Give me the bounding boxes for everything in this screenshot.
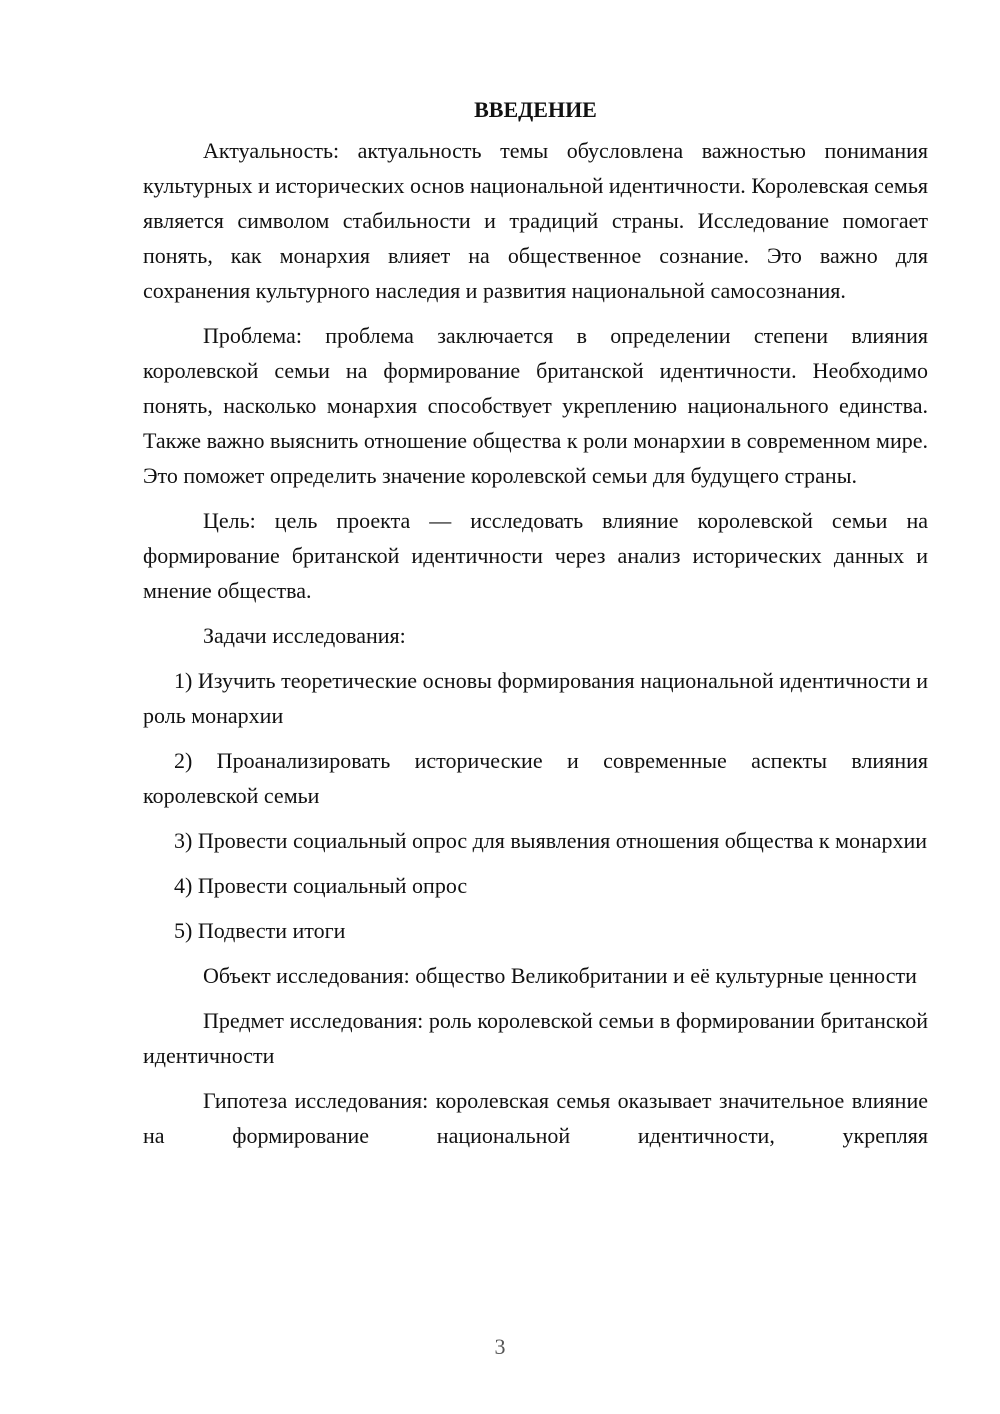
page-content [143,92,928,1163]
task-item: 4) Провести социальный опрос [174,873,468,898]
hypothesis-paragraph: Гипотеза исследования: королевская семья оказывает значительное влияние на формирование национальной идентичности, укрепляя [143,1088,928,1148]
task-item: 5) Подвести итоги [174,918,346,943]
subject-paragraph: Предмет исследования: роль королевской семьи в формировании британской идентичности [143,1008,928,1068]
relevance-paragraph: Актуальность: актуальность темы обусловлена важностью понимания культурных и исторических основ национальной идентичности. Королевская семья является символом стабильности и традиций страны. Исследование помогает понять, как монархия влияет на общественное сознание. Это важно для сохранения культурного наследия и развития национальной самосознания. [143,138,928,303]
goal-paragraph: Цель: цель проекта — исследовать влияние королевской семьи на формирование британской идентичности через анализ исторических данных и мнение общества. [143,508,928,603]
problem-paragraph: Проблема: проблема заключается в определении степени влияния королевской семьи на формирование британской идентичности. Необходимо понять, насколько монархия способствует укреплению национального единства. Также важно выяснить отношение общества к роли монархии в современном мире. Это поможет определить значение королевской семьи для будущего страны. [143,323,928,488]
task-item: 3) Провести социальный опрос для выявления отношения общества к монархии [174,828,928,853]
task-item: 2) Проанализировать исторические и современные аспекты влияния королевской семьи [143,748,928,808]
task-item: 1) Изучить теоретические основы формирования национальной идентичности и роль монархии [143,668,928,728]
tasks-heading: Задачи исследования: [203,623,406,648]
page-number: 3 [494,1334,506,1359]
page-heading: ВВЕДЕНИЕ [474,97,597,122]
object-paragraph: Объект исследования: общество Великобритании и её культурные ценности [203,963,917,988]
